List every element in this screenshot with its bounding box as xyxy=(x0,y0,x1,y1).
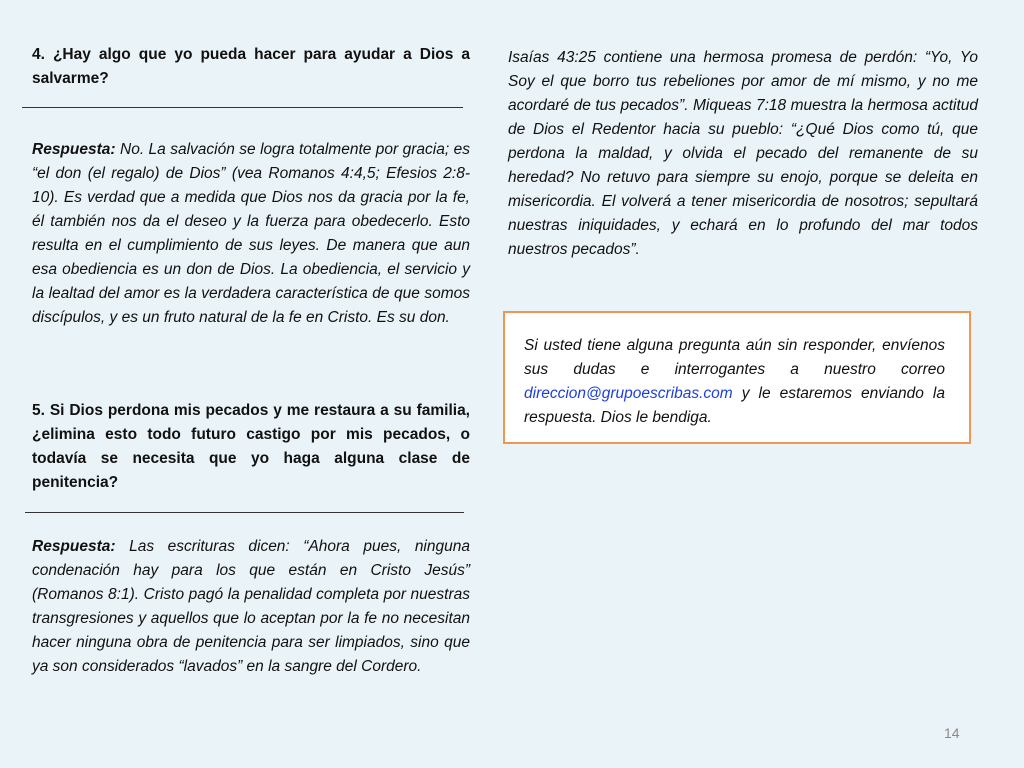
answer-4-text: No. La salvación se logra totalmente por gracia; es “el don (el regalo) de Dios” (vea Romanos 4:4,5; Efesios 2:8-10). Es verdad que a medida que Dios nos da gracia por la fe, él también nos da el deseo y la fuerza para obedecerlo. Esto resulta en el cumplimiento de sus leyes. De manera que aun esa obediencia es un don de Dios. La obediencia, el servicio y la lealtad del amor es la verdadera característica de que somos discípulos, y es un fruto natural de la fe en Cristo. Es su don. xyxy=(32,141,470,326)
scripture-paragraph: Isaías 43:25 contiene una hermosa promesa de perdón: “Yo, Yo Soy el que borro tus rebeliones por amor de mí mismo, y no me acordaré de tus pecados”. Miqueas 7:18 muestra la hermosa actitud de Dios el Redentor hacia su pueblo: “¿Qué Dios como tú, que perdona la maldad, y olvida el pecado del remanente de su heredad? No retuvo para siempre su enojo, porque se deleita en misericordia. El volverá a tener misericordia de nosotros; sepultará nuestras iniquidades, y echará en lo profundo del mar todos nuestros pecados”. xyxy=(508,49,978,258)
contact-text xyxy=(524,334,945,430)
email-link[interactable]: direccion@grupoescribas.com xyxy=(524,385,733,402)
divider xyxy=(25,512,464,513)
divider xyxy=(22,107,463,108)
answer-4 xyxy=(32,138,470,330)
answer-5 xyxy=(32,535,470,679)
answer-5-text: Las escrituras dicen: “Ahora pues, ninguna condenación hay para los que están en Cristo Jesús” (Romanos 8:1). Cristo pagó la penalidad completa por nuestras transgresiones y aquellos que lo aceptan por la fe no necesitan hacer ninguna obra de penitencia para ser limpiados, sino que ya son considerados “lavados” en la sangre del Cordero. xyxy=(32,538,470,675)
contact-box xyxy=(503,311,971,444)
question-5-title: 5. Si Dios perdona mis pecados y me restaura a su familia, ¿elimina esto todo futuro castigo por mis pecados, o todavía se necesita que yo haga alguna clase de penitencia? xyxy=(32,402,470,491)
answer-label: Respuesta: xyxy=(32,538,116,555)
contact-text-after: y le estaremos enviando la respuesta. Dios le bendiga. xyxy=(524,385,945,426)
answer-label: Respuesta: xyxy=(32,141,116,158)
question-4-title: 4. ¿Hay algo que yo pueda hacer para ayudar a Dios a salvarme? xyxy=(32,46,470,87)
page-number: 14 xyxy=(944,725,960,741)
contact-text-before: Si usted tiene alguna pregunta aún sin responder, envíenos sus dudas e interrogantes a nuestro correo xyxy=(524,337,945,378)
